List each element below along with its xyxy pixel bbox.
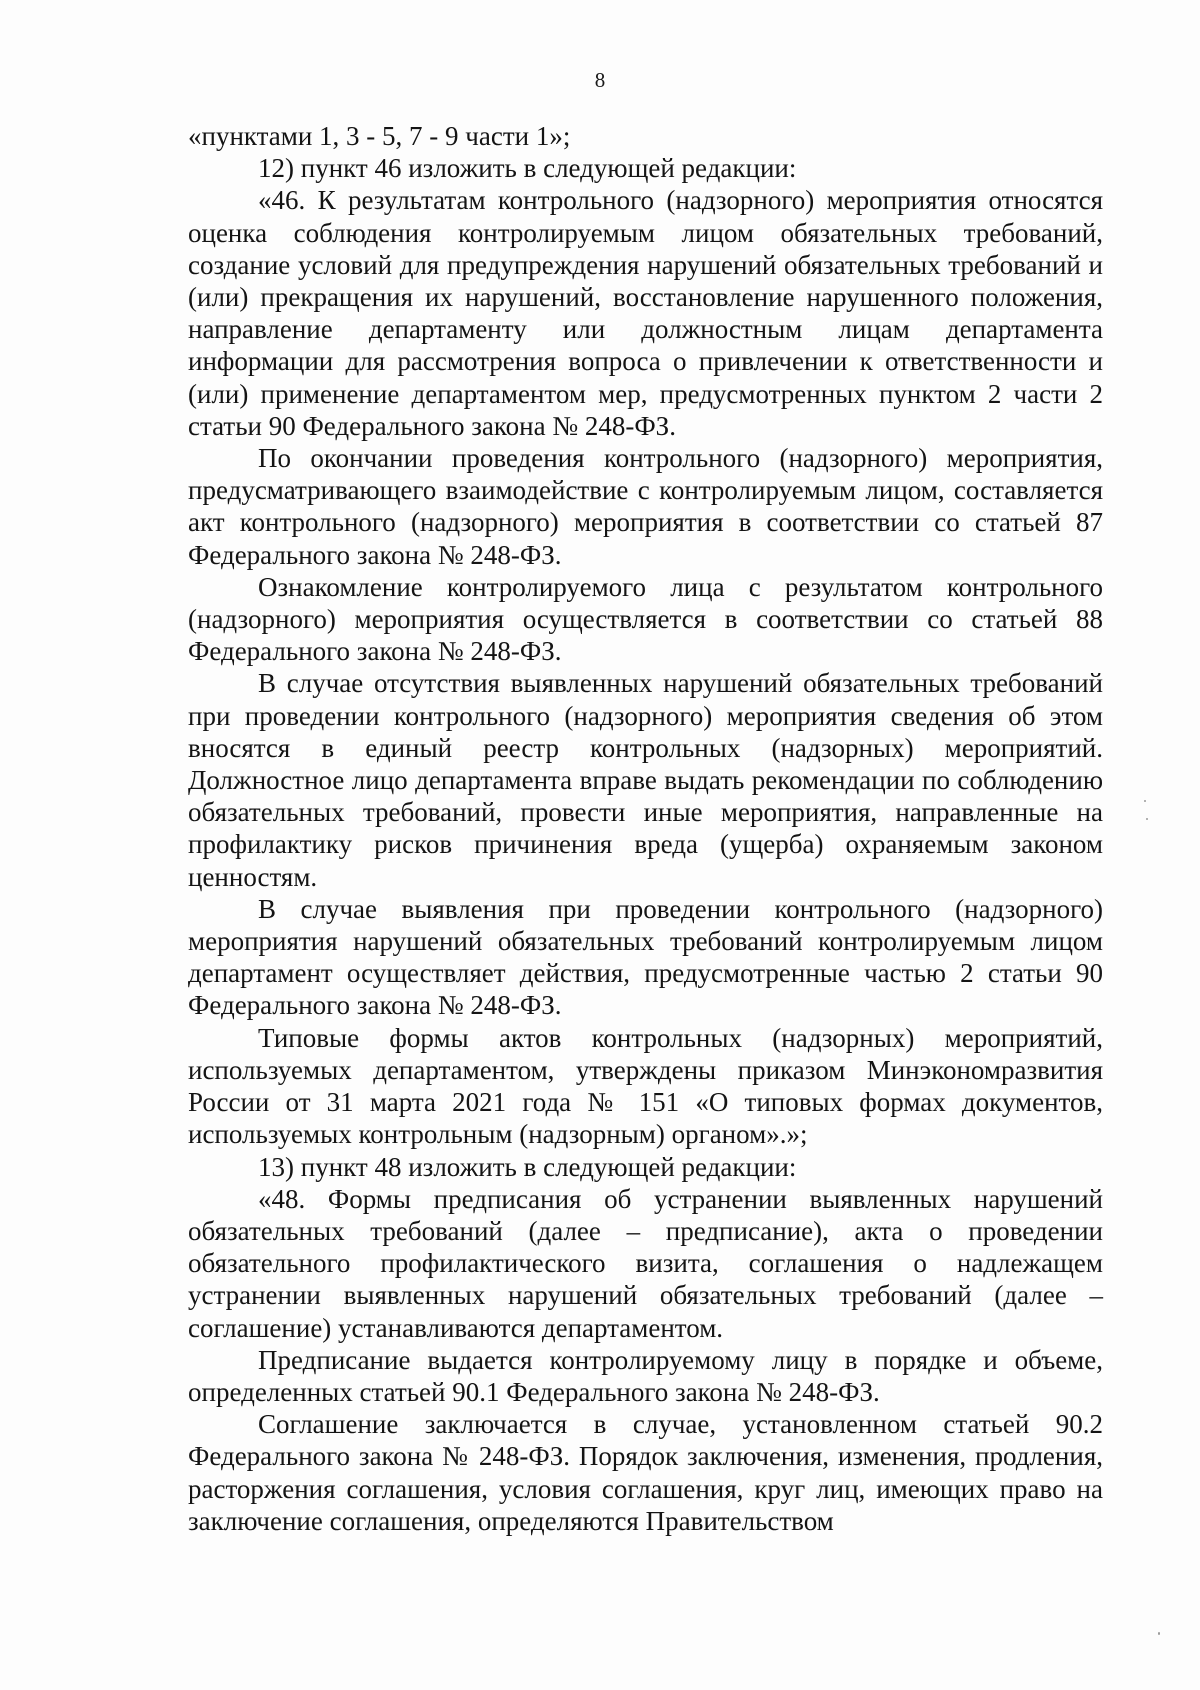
paragraph-violations-found: В случае выявления при проведении контрольного (надзорного) мероприятия нарушений обязательных требований контролируемым лицом департамент осуществляет действия, предусмотренные частью 2 статьи 90 Федерального закона № 248-ФЗ. [188, 893, 1103, 1021]
paragraph-item-13: 13) пункт 48 изложить в следующей редакции: [258, 1151, 797, 1182]
paragraph-point-48: «48. Формы предписания об устранении выявленных нарушений обязательных требований (далее – предписание), акта о проведении обязательного профилактического визита, соглашения о надлежащем устранении выявленных нарушений обязательных требований (далее – соглашение) устанавливаются департаментом. [188, 1183, 1103, 1343]
scan-artifact-speck [1146, 818, 1148, 820]
paragraph-prescription: Предписание выдается контролируемому лицу в порядке и объеме, определенных статьей 90.1 Федерального закона № 248-ФЗ. [188, 1344, 1103, 1407]
paragraph-item-12: 12) пункт 46 изложить в следующей редакции: [258, 153, 797, 184]
paragraph-familiarization: Ознакомление контролируемого лица с результатом контрольного (надзорного) мероприятия осуществляется в соответствии со статьей 88 Федерального закона № 248-ФЗ. [188, 571, 1103, 667]
paragraph-continuation: «пунктами 1, 3 - 5, 7 - 9 части 1»; [188, 121, 571, 151]
document-body [188, 120, 1103, 1537]
scan-artifact-speck [1158, 1632, 1160, 1635]
paragraph-no-violations: В случае отсутствия выявленных нарушений обязательных требований при проведении контрольного (надзорного) мероприятия сведения об этом вносятся в единый реестр контрольных (надзорных) мероприятий. Должностное лицо департамента вправе выдать рекомендации по соблюдению обязательных требований, провести иные мероприятия, направленные на профилактику рисков причинения вреда (ущерба) охраняемым законом ценностям. [188, 668, 1103, 892]
paragraph-typical-forms: Типовые формы актов контрольных (надзорных) мероприятий, используемых департаментом, утверждены приказом Минэкономразвития России от 31 марта 2021 года № 151 «О типовых формах документов, используемых контрольным (надзорным) органом».»; [188, 1022, 1103, 1150]
paragraph-agreement: Соглашение заключается в случае, установленном статьей 90.2 Федерального закона № 248-ФЗ. Порядок заключения, изменения, продления, расторжения соглашения, условия соглашения, круг лиц, имеющих право на заключение соглашения, определяются Правительством [188, 1409, 1103, 1536]
paragraph-act-drawing: По окончании проведения контрольного (надзорного) мероприятия, предусматривающего взаимодействие с контролируемым лицом, составляется акт контрольного (надзорного) мероприятия в соответствии со статьей 87 Федерального закона № 248-ФЗ. [188, 443, 1103, 570]
scan-artifact-speck [1144, 800, 1146, 802]
paragraph-point-46: «46. К результатам контрольного (надзорного) мероприятия относятся оценка соблюдения контролируемым лицом обязательных требований, создание условий для предупреждения нарушений обязательных требований и (или) прекращения их нарушений, восстановление нарушенного положения, направление департаменту или должностным лицам департамента информации для рассмотрения вопроса о привлечении к ответственности и (или) применение департаментом мер, предусмотренных пунктом 2 части 2 статьи 90 Федерального закона № 248-ФЗ. [188, 185, 1103, 441]
page-number: 8 [594, 68, 606, 92]
